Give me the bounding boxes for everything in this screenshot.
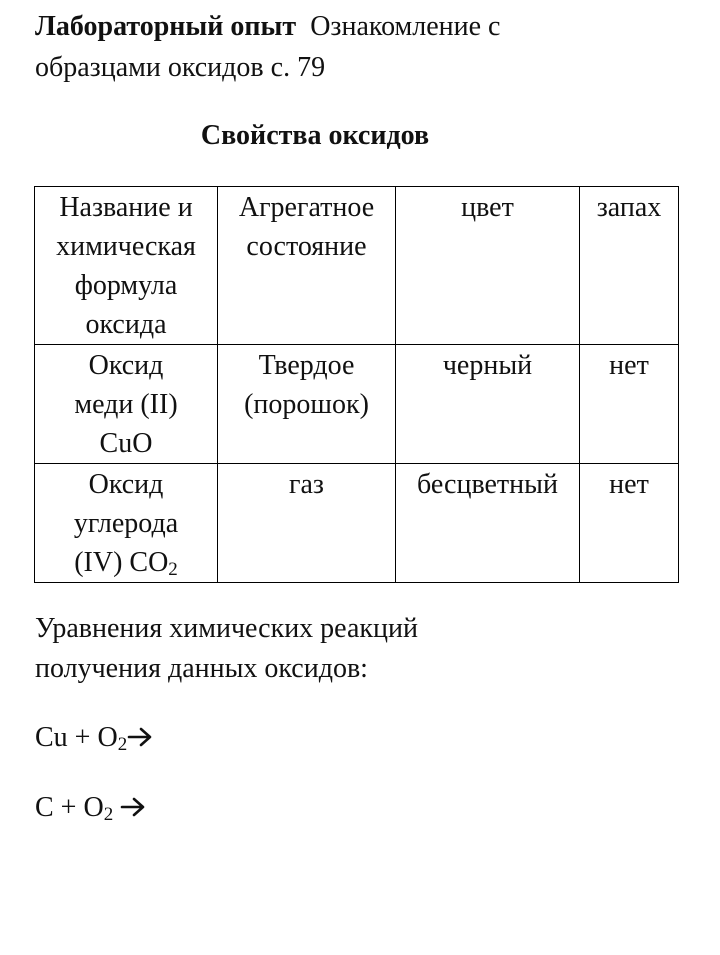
equations-intro-line2: получения данных оксидов: (35, 653, 368, 684)
equation-carbon (35, 788, 146, 828)
right-arrow-icon (120, 797, 146, 817)
oxides-table (34, 186, 679, 583)
table-header-row (35, 187, 679, 345)
cell-oxide-name: Оксид углерода (IV) $CO_2$ (35, 464, 218, 583)
equations-intro-line1: Уравнения химических реакций (35, 613, 418, 644)
equation-subscript: 2 (103, 804, 114, 825)
right-arrow-icon (127, 727, 153, 747)
document-heading (35, 6, 695, 88)
cell-oxide-color: черный (396, 345, 580, 464)
header-smell: запах (580, 187, 679, 345)
formula-subscript: 2 (168, 559, 178, 580)
lab-topic-line1: Ознакомление с (310, 11, 501, 42)
header-name-formula: Название и химическая формула оксида (35, 187, 218, 345)
cell-oxide-smell: нет (580, 345, 679, 464)
equation-left: C + O (35, 792, 104, 823)
lab-label: Лабораторный опыт (35, 11, 297, 42)
equations-intro (35, 609, 675, 689)
equation-copper (35, 718, 153, 758)
header-aggregate-state: Агрегатное состояние (218, 187, 396, 345)
equation-left: Cu + O (35, 722, 118, 753)
cell-oxide-state: Твердое (порошок) (218, 345, 396, 464)
table-row (35, 464, 679, 583)
cell-oxide-smell: нет (580, 464, 679, 583)
cell-oxide-name: Оксид меди (II) CuO (35, 345, 218, 464)
oxide-formula-text: (IV) CO (74, 547, 169, 578)
table-row (35, 345, 679, 464)
table-title: Свойства оксидов (200, 120, 430, 151)
lab-topic-line2: образцами оксидов с. 79 (35, 52, 326, 83)
header-color: цвет (396, 187, 580, 345)
cell-oxide-color: бесцветный (396, 464, 580, 583)
equation-subscript: 2 (117, 734, 128, 755)
cell-oxide-state: газ (218, 464, 396, 583)
